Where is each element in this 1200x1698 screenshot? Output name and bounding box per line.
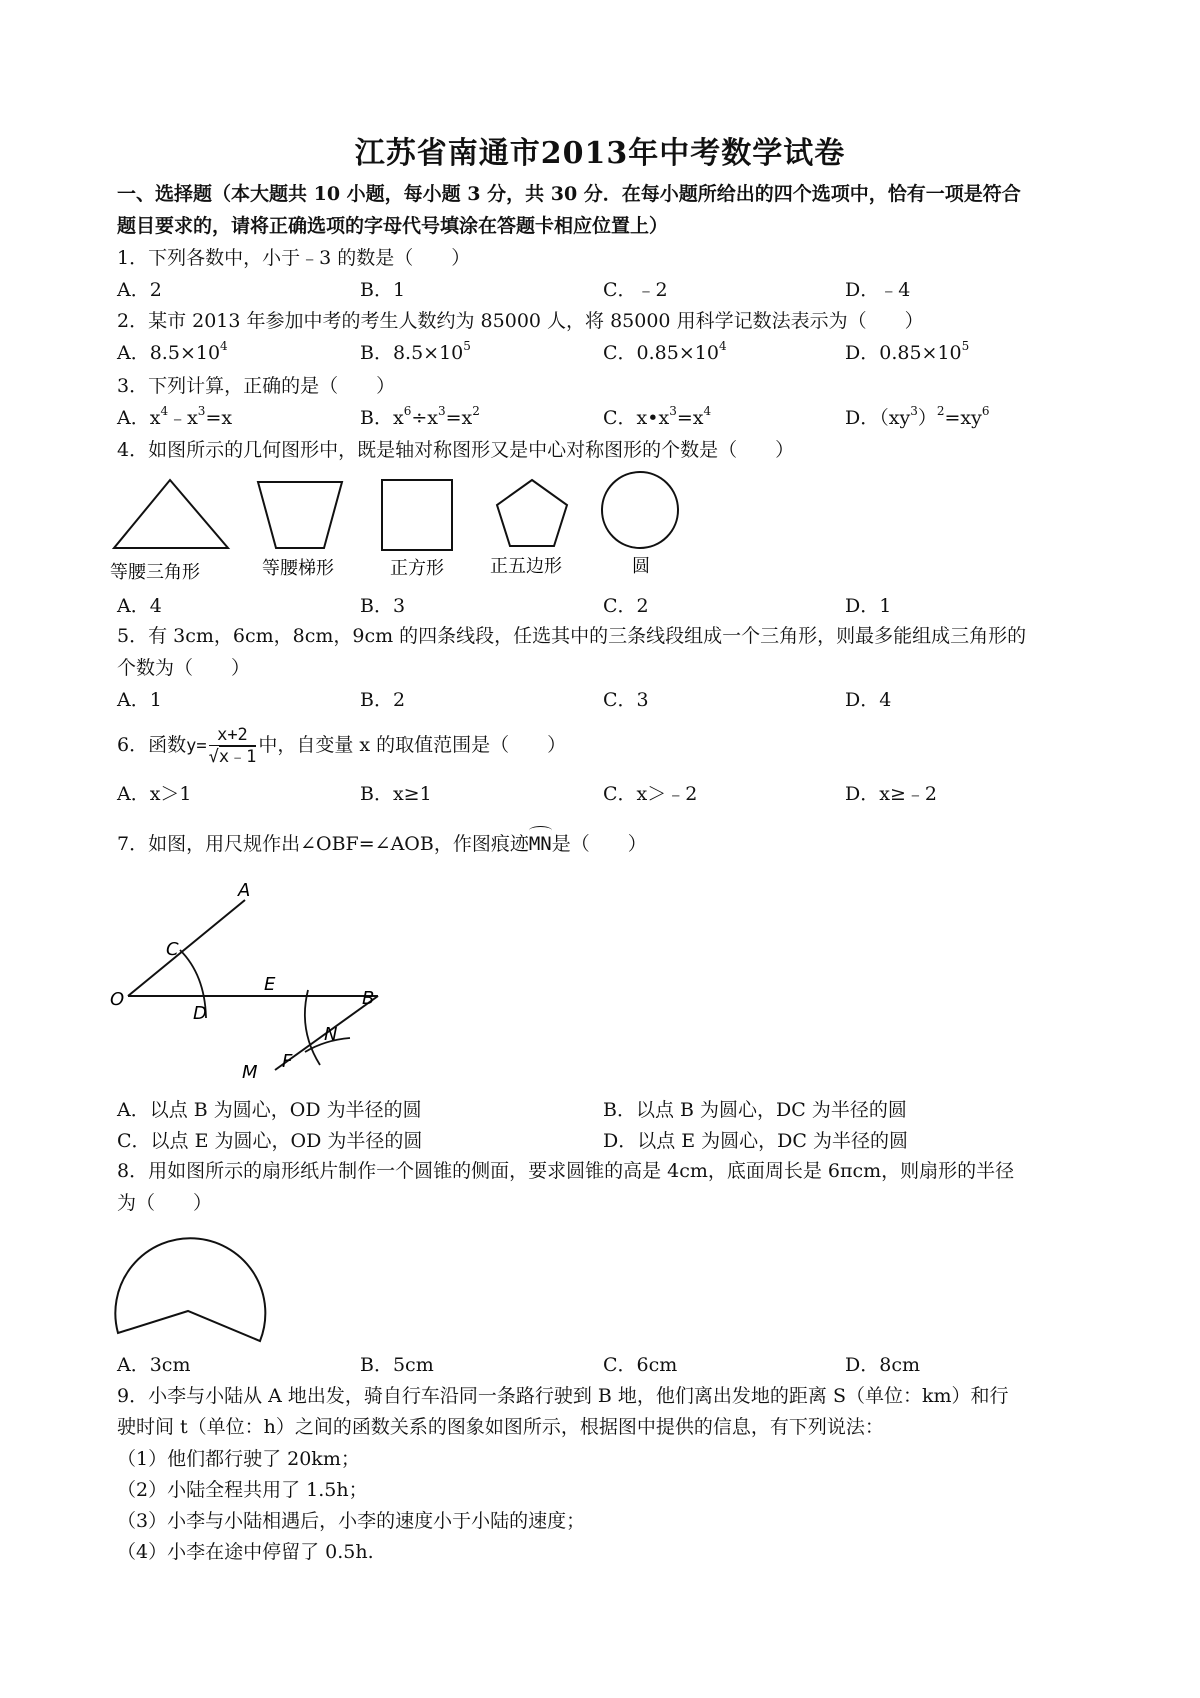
q5-option-b: B．2 xyxy=(360,689,406,711)
label-a: A xyxy=(238,880,251,901)
q1-option-c: C．﹣2 xyxy=(603,279,668,301)
q4-stem: 4．如图所示的几何图形中，既是轴对称图形又是中心对称图形的个数是（ ） xyxy=(117,439,795,461)
label-n: N xyxy=(324,1024,338,1045)
q9-statement-1: （1）他们都行驶了 20km； xyxy=(117,1448,360,1470)
q8-option-b: B．5cm xyxy=(360,1354,434,1376)
q7-option-c: C．以点 E 为圆心，OD 为半径的圆 xyxy=(117,1130,423,1152)
q9-statement-2: （2）小陆全程共用了 1.5h； xyxy=(117,1479,368,1501)
q2-stem: 2．某市 2013 年参加中考的考生人数约为 85000 人，将 85000 用科学记数法表示为（ ） xyxy=(117,310,924,332)
q1-stem: 1．下列各数中，小于﹣3 的数是（ ） xyxy=(117,247,471,269)
q8-option-c: C．6cm xyxy=(603,1354,678,1376)
q7-arc-mn: MN xyxy=(528,833,552,855)
q3-option-c: C．$x•x^3=x^4$ xyxy=(603,404,712,429)
q2-option-d: D．$0.85\times 10^5$ xyxy=(845,339,970,364)
label-f: F xyxy=(282,1051,293,1072)
q7-construction-figure xyxy=(110,880,430,1080)
q8-option-a: A．3cm xyxy=(117,1354,191,1376)
q1-option-a: A．2 xyxy=(117,279,162,301)
q4-label-trapezoid: 等腰梯形 xyxy=(262,558,334,579)
q9-statement-4: （4）小李在途中停留了 0.5h. xyxy=(117,1541,374,1563)
q3-stem: 3．下列计算，正确的是（ ） xyxy=(117,375,396,397)
q5-stem-line-2: 个数为（ ） xyxy=(117,657,251,679)
isosceles-triangle-shape xyxy=(114,480,228,548)
section-heading-line-1: 一、选择题（本大题共 10 小题，每小题 3 分，共 30 分．在每小题所给出的四个选项中，恰有一项是符合 xyxy=(117,183,1021,205)
label-o: O xyxy=(110,989,125,1010)
q7-option-a: A．以点 B 为圆心，OD 为半径的圆 xyxy=(117,1099,422,1121)
q5-stem-line-1: 5．有 3cm，6cm，8cm，9cm 的四条线段，任选其中的三条线段组成一个三角形，则最多能组成三角形的 xyxy=(117,625,1027,647)
label-c: C xyxy=(166,939,179,960)
ray-oa xyxy=(128,900,245,996)
q8-stem-line-2: 为（ ） xyxy=(117,1192,213,1214)
q7-stem: 7．如图，用尺规作出∠OBF=∠AOB，作图痕迹MN是（ ） xyxy=(117,833,647,855)
q2-option-c: C．$0.85\times 10^4$ xyxy=(603,339,727,364)
q4-label-square: 正方形 xyxy=(390,558,444,579)
label-m: M xyxy=(242,1062,258,1080)
q3-option-b: B．$x^6\div x^3=x^2$ xyxy=(360,404,480,429)
q6-option-c: C．x＞﹣2 xyxy=(603,783,698,805)
q4-shapes-figure xyxy=(110,468,740,588)
q6-stem: 6．函数y= $\frac{x+2}{√x﹣1}$ 中，自变量 x 的取值范围是（ ） xyxy=(117,724,567,767)
q2-option-b: B．$8.5\times 10^5$ xyxy=(360,339,471,364)
regular-pentagon-shape xyxy=(497,480,567,546)
page-title: 江苏省南通市2013年中考数学试卷 xyxy=(354,136,846,171)
q2-option-a: A．$8.5\times 10^4$ xyxy=(117,339,228,364)
q8-option-d: D．8cm xyxy=(845,1354,920,1376)
q8-stem-line-1: 8．用如图所示的扇形纸片制作一个圆锥的侧面，要求圆锥的高是 4cm，底面周长是 6πcm，则扇形的半径 xyxy=(117,1160,1015,1182)
arc-ef xyxy=(305,990,320,1065)
q4-label-circle: 圆 xyxy=(632,556,650,577)
q6-option-b: B．x≥1 xyxy=(360,783,432,805)
q4-label-pentagon: 正五边形 xyxy=(490,556,562,577)
label-b: B xyxy=(362,988,375,1009)
q4-label-triangle: 等腰三角形 xyxy=(110,562,200,583)
sector-shape xyxy=(115,1238,265,1341)
isosceles-trapezoid-shape xyxy=(258,482,342,548)
q5-option-a: A．1 xyxy=(117,689,162,711)
q5-option-c: C．3 xyxy=(603,689,649,711)
q3-option-d: D．$(xy^3)^2=xy^6$ xyxy=(845,404,990,429)
q6-fraction: $\frac{x+2}{√x﹣1}$ xyxy=(208,724,257,767)
square-shape xyxy=(382,480,452,550)
q4-option-a: A．4 xyxy=(117,595,162,617)
q7-option-d: D．以点 E 为圆心，DC 为半径的圆 xyxy=(603,1130,908,1152)
q3-option-a: A．$x^4﹣x^3=x$ xyxy=(117,404,233,429)
label-e: E xyxy=(264,974,276,995)
q5-option-d: D．4 xyxy=(845,689,892,711)
q4-option-d: D．1 xyxy=(845,595,892,617)
q1-option-d: D．﹣4 xyxy=(845,279,911,301)
circle-shape xyxy=(602,472,678,548)
q4-option-c: C．2 xyxy=(603,595,649,617)
q1-option-b: B．1 xyxy=(360,279,406,301)
q6-option-d: D．x≥﹣2 xyxy=(845,783,937,805)
q4-option-b: B．3 xyxy=(360,595,406,617)
q9-stem-line-1: 9．小李与小陆从 A 地出发，骑自行车沿同一条路行驶到 B 地，他们离出发地的距离 S（单位：km）和行 xyxy=(117,1385,1009,1407)
label-d: D xyxy=(193,1003,207,1024)
q6-option-a: A．x＞1 xyxy=(117,783,192,805)
q9-stem-line-2: 驶时间 t（单位：h）之间的函数关系的图象如图所示，根据图中提供的信息，有下列说法： xyxy=(117,1416,884,1438)
q9-statement-3: （3）小李与小陆相遇后，小李的速度小于小陆的速度； xyxy=(117,1510,586,1532)
section-heading-line-2: 题目要求的，请将正确选项的字母代号填涂在答题卡相应位置上） xyxy=(117,215,669,237)
q7-option-b: B．以点 B 为圆心，DC 为半径的圆 xyxy=(603,1099,907,1121)
